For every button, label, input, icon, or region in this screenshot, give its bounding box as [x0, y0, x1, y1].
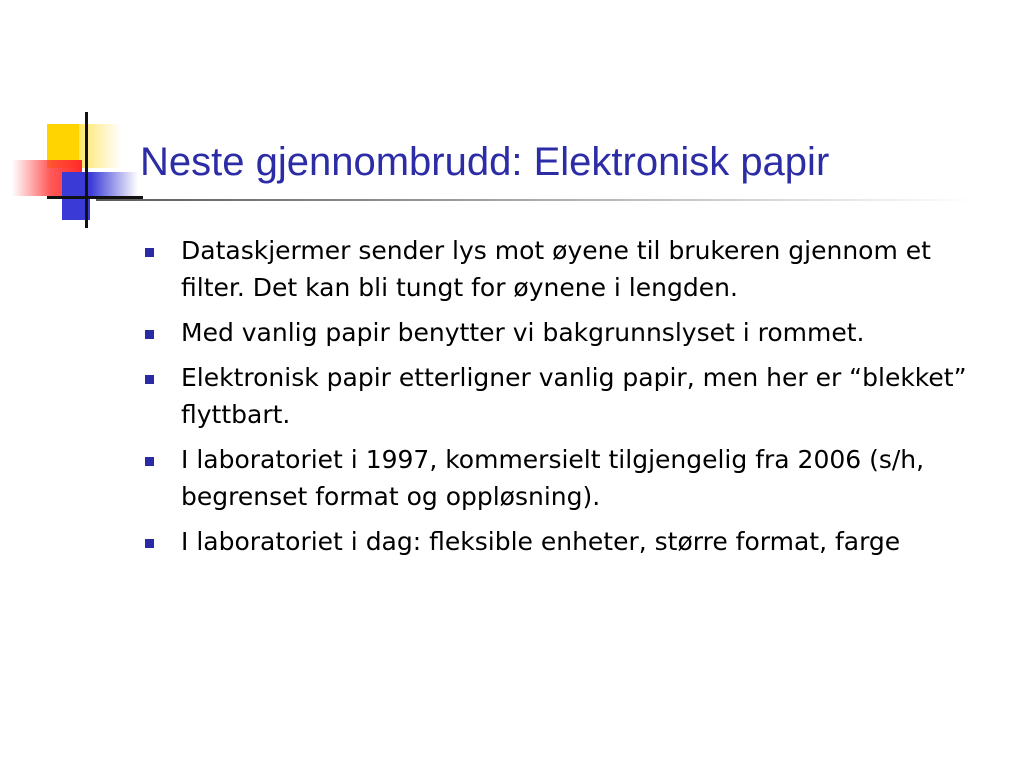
bullet-text: I laboratoriet i 1997, kommersielt tilgjengelig fra 2006 (s/h, begrenset format og oppløsning).: [181, 445, 925, 511]
bullet-item: [140, 314, 980, 351]
square-bullet-icon: [145, 539, 154, 548]
deco-blue-fade: [90, 172, 138, 198]
slide-title: Neste gjennombrudd: Elektronisk papir: [140, 140, 830, 184]
square-bullet-icon: [145, 457, 154, 466]
bullet-item: [140, 523, 980, 560]
bullet-text: Elektronisk papir etterligner vanlig papir, men her er “blekket” flyttbart.: [181, 363, 967, 429]
square-bullet-icon: [145, 375, 154, 384]
bullet-item: [140, 359, 980, 433]
bullet-item: [140, 232, 980, 306]
bullet-list: [140, 232, 980, 568]
square-bullet-icon: [145, 248, 154, 257]
decorative-logo: [0, 0, 200, 240]
bullet-item: [140, 441, 980, 515]
square-bullet-icon: [145, 330, 154, 339]
title-underline: [96, 199, 976, 201]
bullet-text: Med vanlig papir benytter vi bakgrunnslyset i rommet.: [181, 318, 865, 347]
bullet-text: I laboratoriet i dag: fleksible enheter, større format, farge: [181, 527, 901, 556]
deco-vertical-line: [85, 112, 88, 228]
bullet-text: Dataskjermer sender lys mot øyene til brukeren gjennom et filter. Det kan bli tungt for øynene i lengden.: [181, 236, 931, 302]
